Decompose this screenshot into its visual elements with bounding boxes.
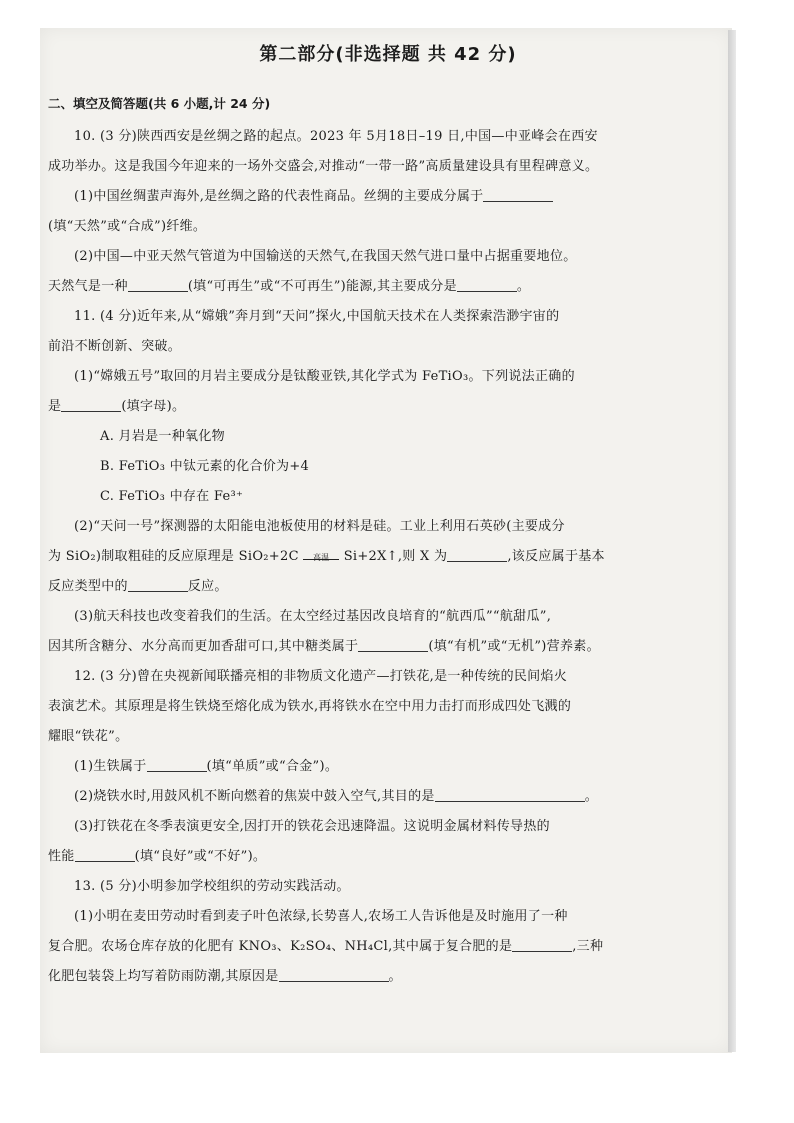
answer-blank[interactable] [128, 577, 188, 592]
answer-blank[interactable] [75, 847, 135, 862]
q12-part2-text-a: (2)烧铁水时,用鼓风机不断向燃着的焦炭中鼓入空气,其目的是 [74, 789, 435, 804]
answer-blank[interactable] [447, 547, 507, 562]
answer-blank[interactable] [512, 937, 572, 952]
answer-blank[interactable] [358, 637, 428, 652]
q10-part2-text-b: (填“可再生”或“不可再生”)能源,其主要成分是 [187, 279, 457, 294]
part-title: 第二部分(非选择题 共 42 分) [259, 44, 517, 65]
answer-blank[interactable] [457, 277, 517, 292]
q12-part2 [48, 782, 728, 812]
q13-part1-text-a: 复合肥。农场仓库存放的化肥有 KNO₃、K₂SO₄、NH₄Cl,其中属于复合肥的是 [48, 939, 513, 954]
q11-intro-1: 11. (4 分)近年来,从“嫦娥”奔月到“天问”探火,中国航天技术在人类探索浩渺宇宙的 [74, 309, 560, 324]
q13-part1-text-b: ,三种 [572, 939, 604, 954]
q10-part2-line1: (2)中国—中亚天然气管道为中国输送的天然气,在我国天然气进口量中占据重要地位。 [74, 249, 577, 264]
q10-intro-1: 10. (3 分)陕西西安是丝绸之路的起点。2023 年 5月18日–19 日,中国—中亚峰会在西安 [74, 129, 598, 144]
q12-intro-1: 12. (3 分)曾在央视新闻联播亮相的非物质文化遗产—打铁花,是一种传统的民间焰火 [74, 669, 568, 684]
q11-part1-text-a: 是 [48, 399, 62, 414]
q12-part2-text-b: 。 [584, 789, 598, 804]
q12-part1-text-b: (填“单质”或“合金”)。 [206, 759, 339, 774]
exam-content [48, 40, 728, 992]
q11-part1-line2 [48, 392, 728, 422]
q13-intro: 13. (5 分)小明参加学校组织的劳动实践活动。 [74, 879, 350, 894]
q13-part1-text-d: 。 [388, 969, 402, 984]
q10-part2-text-c: 。 [516, 279, 531, 294]
q12-intro-3: 耀眼“铁花”。 [48, 729, 129, 744]
section-heading: 二、填空及简答题(共 6 小题,计 24 分) [48, 96, 271, 111]
option-c: C. FeTiO₃ 中存在 Fe³⁺ [100, 489, 244, 504]
reaction-condition: 高温 [312, 553, 330, 562]
q10-part1-text: (1)中国丝绸蜚声海外,是丝绸之路的代表性商品。丝绸的主要成分属于 [74, 189, 484, 204]
q12-intro-2: 表演艺术。其原理是将生铁烧至熔化成为铁水,再将铁水在空中用力击打而形成四处飞溅的 [48, 699, 572, 714]
q12-part1-text-a: (1)生铁属于 [74, 759, 147, 774]
q11-part2-text-c: ,该反应属于基本 [507, 549, 605, 564]
q11-part2-line3 [48, 572, 728, 602]
page-edge-shadow [728, 30, 736, 1052]
q10-part2-text-a: 天然气是一种 [48, 279, 128, 294]
q11-part2-line2 [48, 542, 728, 572]
q10-part1-line2: (填“天然”或“合成”)纤维。 [48, 219, 207, 234]
q11-part3-line2 [48, 632, 728, 662]
q13-part1-text-c: 化肥包装袋上均写着防雨防潮,其原因是 [48, 969, 279, 984]
q11-part1-text-b: (填字母)。 [121, 399, 186, 414]
answer-blank[interactable] [147, 757, 207, 772]
reaction-arrow [303, 553, 339, 560]
q11-part2-text-b: Si+2X↑,则 X 为 [343, 549, 448, 564]
q11-part2-text-e: 反应。 [187, 579, 228, 594]
q10-part2-line2 [48, 272, 728, 302]
answer-blank[interactable] [128, 277, 188, 292]
q12-part3-text-a: 性能 [48, 849, 75, 864]
option-b: B. FeTiO₃ 中钛元素的化合价为+4 [100, 459, 310, 474]
q11-part1-line1: (1)“嫦娥五号”取回的月岩主要成分是钛酸亚铁,其化学式为 FeTiO₃。下列说法正确的 [74, 369, 575, 384]
answer-blank[interactable] [483, 187, 553, 202]
q11-part3-text-a: 因其所含糖分、水分高而更加香甜可口,其中糖类属于 [48, 639, 359, 654]
answer-blank[interactable] [435, 787, 585, 802]
answer-blank[interactable] [279, 967, 389, 982]
q11-part3-line1: (3)航天科技也改变着我们的生活。在太空经过基因改良培育的“航西瓜”“航甜瓜”, [74, 609, 552, 624]
question-10 [48, 122, 728, 302]
option-a: A. 月岩是一种氧化物 [100, 429, 225, 444]
answer-blank[interactable] [61, 397, 121, 412]
q13-part1-line3 [48, 962, 728, 992]
q10-part1-line1 [48, 182, 728, 212]
q11-part2-text-a: 为 SiO₂)制取粗硅的反应原理是 SiO₂+2C [48, 549, 299, 564]
q11-part2-text-d: 反应类型中的 [48, 579, 128, 594]
q10-intro-2: 成功举办。这是我国今年迎来的一场外交盛会,对推动“一带一路”高质量建设具有里程碑意义。 [48, 159, 599, 174]
q11-intro-2: 前沿不断创新、突破。 [48, 339, 182, 354]
q12-part3-line2 [48, 842, 728, 872]
question-11 [48, 302, 728, 662]
q11-part2-line1: (2)“天问一号”探测器的太阳能电池板使用的材料是硅。工业上利用石英砂(主要成分 [74, 519, 565, 534]
q13-part1-line1: (1)小明在麦田劳动时看到麦子叶色浓绿,长势喜人,农场工人告诉他是及时施用了一种 [74, 909, 568, 924]
question-13 [48, 872, 728, 992]
q11-part3-text-b: (填“有机”或“无机”)营养素。 [428, 639, 600, 654]
q12-part1 [48, 752, 728, 782]
q13-part1-line2 [48, 932, 728, 962]
q12-part3-line1: (3)打铁花在冬季表演更安全,因打开的铁花会迅速降温。这说明金属材料传导热的 [74, 819, 550, 834]
question-12 [48, 662, 728, 872]
q12-part3-text-b: (填“良好”或“不好”)。 [134, 849, 267, 864]
